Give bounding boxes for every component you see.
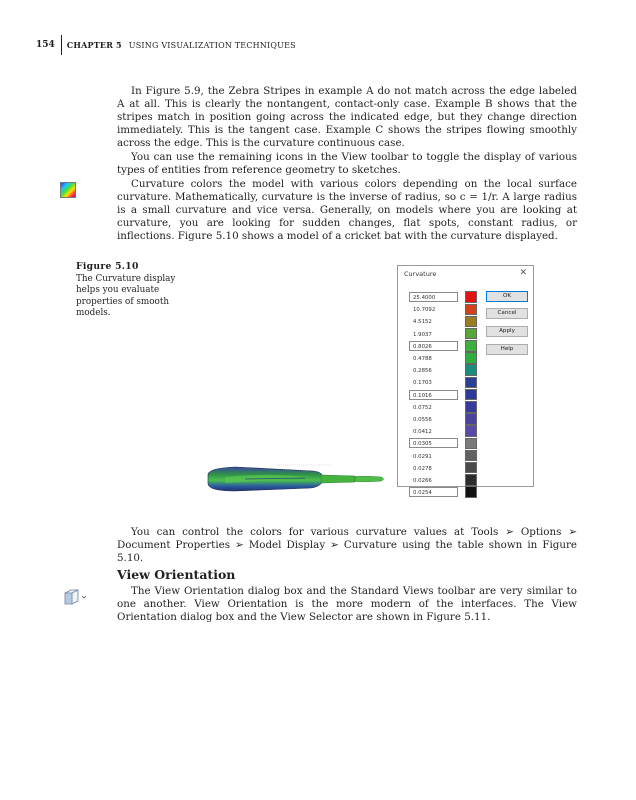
curvature-row <box>409 376 477 388</box>
curvature-row <box>409 328 477 340</box>
curvature-dialog <box>397 265 534 497</box>
curvature-row <box>409 315 477 327</box>
figure-caption-text: The Curvature display helps you evaluate properties of smooth models. <box>76 273 176 318</box>
color-swatch[interactable] <box>465 401 477 413</box>
paragraph-zebra-stripes <box>117 85 577 150</box>
curvature-value-field[interactable]: 0.1016 <box>409 390 458 400</box>
curvature-row <box>409 352 477 364</box>
color-swatch[interactable] <box>465 316 477 328</box>
curvature-value-field[interactable]: 0.0291 <box>413 453 432 460</box>
curvature-value-field[interactable]: 25.4000 <box>409 292 458 302</box>
curvature-row <box>409 425 477 437</box>
curvature-row <box>409 437 477 449</box>
paragraph-text: Curvature colors the model with various colors depending on the local surface curvature. Mathematically, curvature is the inverse of radius, so c = 1/r. A large radius is a small curvature and vice versa. Generally, on models where you are looking at curvature, you are looking for sudden changes, flat spots, constant radius, or inflections. Figure 5.10 shows a model of a cricket bat with the curvature displayed. <box>117 178 577 242</box>
color-swatch[interactable] <box>465 377 477 389</box>
color-swatch[interactable] <box>465 413 477 425</box>
cancel-button[interactable]: Cancel <box>486 308 528 319</box>
curvature-value-field[interactable]: 0.0752 <box>413 404 432 411</box>
curvature-row <box>409 413 477 425</box>
curvature-value-field[interactable]: 1.9037 <box>413 331 432 338</box>
color-swatch[interactable] <box>465 389 477 401</box>
paragraph-view-toolbar <box>117 151 577 177</box>
figure-caption <box>76 261 186 320</box>
paragraph-text: You can use the remaining icons in the View toolbar to toggle the display of various types of entities from reference geometry to sketches. <box>117 151 577 176</box>
curvature-row <box>409 303 477 315</box>
color-swatch[interactable] <box>465 462 477 474</box>
chapter-label: CHAPTER 5 <box>66 40 122 50</box>
curvature-row <box>409 340 477 352</box>
color-swatch[interactable] <box>465 352 477 364</box>
curvature-value-field[interactable]: 0.4788 <box>413 356 432 363</box>
curvature-value-field[interactable]: 0.2856 <box>413 368 432 375</box>
curvature-row <box>409 291 477 303</box>
dialog-title: Curvature <box>404 270 437 278</box>
color-swatch[interactable] <box>465 438 477 450</box>
color-swatch[interactable] <box>465 364 477 376</box>
curvature-row <box>409 364 477 376</box>
curvature-row <box>409 401 477 413</box>
curvature-value-field[interactable]: 0.8026 <box>409 341 458 351</box>
curvature-value-field[interactable]: 0.0305 <box>409 438 458 448</box>
apply-button[interactable]: Apply <box>486 326 528 337</box>
paragraph-curvature-colors <box>117 526 577 565</box>
ok-button[interactable]: OK <box>486 291 528 302</box>
curvature-value-field[interactable]: 0.0412 <box>413 429 432 436</box>
curvature-row <box>409 486 477 498</box>
running-header <box>36 36 296 54</box>
color-swatch[interactable] <box>465 340 477 352</box>
section-heading: View Orientation <box>117 567 236 582</box>
color-swatch[interactable] <box>465 474 477 486</box>
paragraph-curvature <box>117 178 577 243</box>
curvature-row <box>409 449 477 461</box>
help-button[interactable]: Help <box>486 344 528 355</box>
curvature-value-field[interactable]: 0.0266 <box>413 477 432 484</box>
view-orientation-icon <box>62 588 90 608</box>
paragraph-text: In Figure 5.9, the Zebra Stripes in example A do not match across the edge labeled A at all. This is clearly the nontangent, contact-only case. Example B shows that the stripes match in position going across the indicated edge, but they change direction immediately. This is the tangent case. Example C shows the stripes flowing smoothly across the edge. This is the curvature continuous case. <box>117 85 577 149</box>
color-swatch[interactable] <box>465 328 477 340</box>
color-swatch[interactable] <box>465 486 477 498</box>
figure-label: Figure 5.10 <box>76 261 139 272</box>
curvature-value-field[interactable]: 0.0278 <box>413 465 432 472</box>
cricket-bat-model-image <box>205 460 405 500</box>
curvature-value-field[interactable]: 4.5152 <box>413 319 432 326</box>
curvature-icon <box>60 182 76 198</box>
curvature-value-field[interactable]: 0.0254 <box>409 487 458 497</box>
chapter-title: USING VISUALIZATION TECHNIQUES <box>128 40 296 50</box>
page-number: 154 <box>36 40 55 50</box>
curvature-value-list <box>409 291 477 498</box>
curvature-row <box>409 389 477 401</box>
color-swatch[interactable] <box>465 425 477 437</box>
paragraph-view-orientation <box>117 585 577 624</box>
curvature-value-field[interactable]: 0.1703 <box>413 380 432 387</box>
color-swatch[interactable] <box>465 291 477 303</box>
header-divider <box>61 35 62 55</box>
curvature-value-field[interactable]: 0.0556 <box>413 416 432 423</box>
color-swatch[interactable] <box>465 450 477 462</box>
paragraph-text: The View Orientation dialog box and the Standard Views toolbar are very similar to one another. View Orientation is the more modern of the interfaces. The View Orientation dialog box and the View Selector are shown in Figure 5.11. <box>117 585 577 623</box>
paragraph-text: You can control the colors for various curvature values at Tools ➢ Options ➢ Document Properties ➢ Model Display ➢ Curvature using the table shown in Figure 5.10. <box>117 526 577 564</box>
color-swatch[interactable] <box>465 304 477 316</box>
close-icon[interactable]: ✕ <box>519 268 527 278</box>
curvature-row <box>409 462 477 474</box>
curvature-row <box>409 474 477 486</box>
curvature-value-field[interactable]: 10.7092 <box>413 307 436 314</box>
